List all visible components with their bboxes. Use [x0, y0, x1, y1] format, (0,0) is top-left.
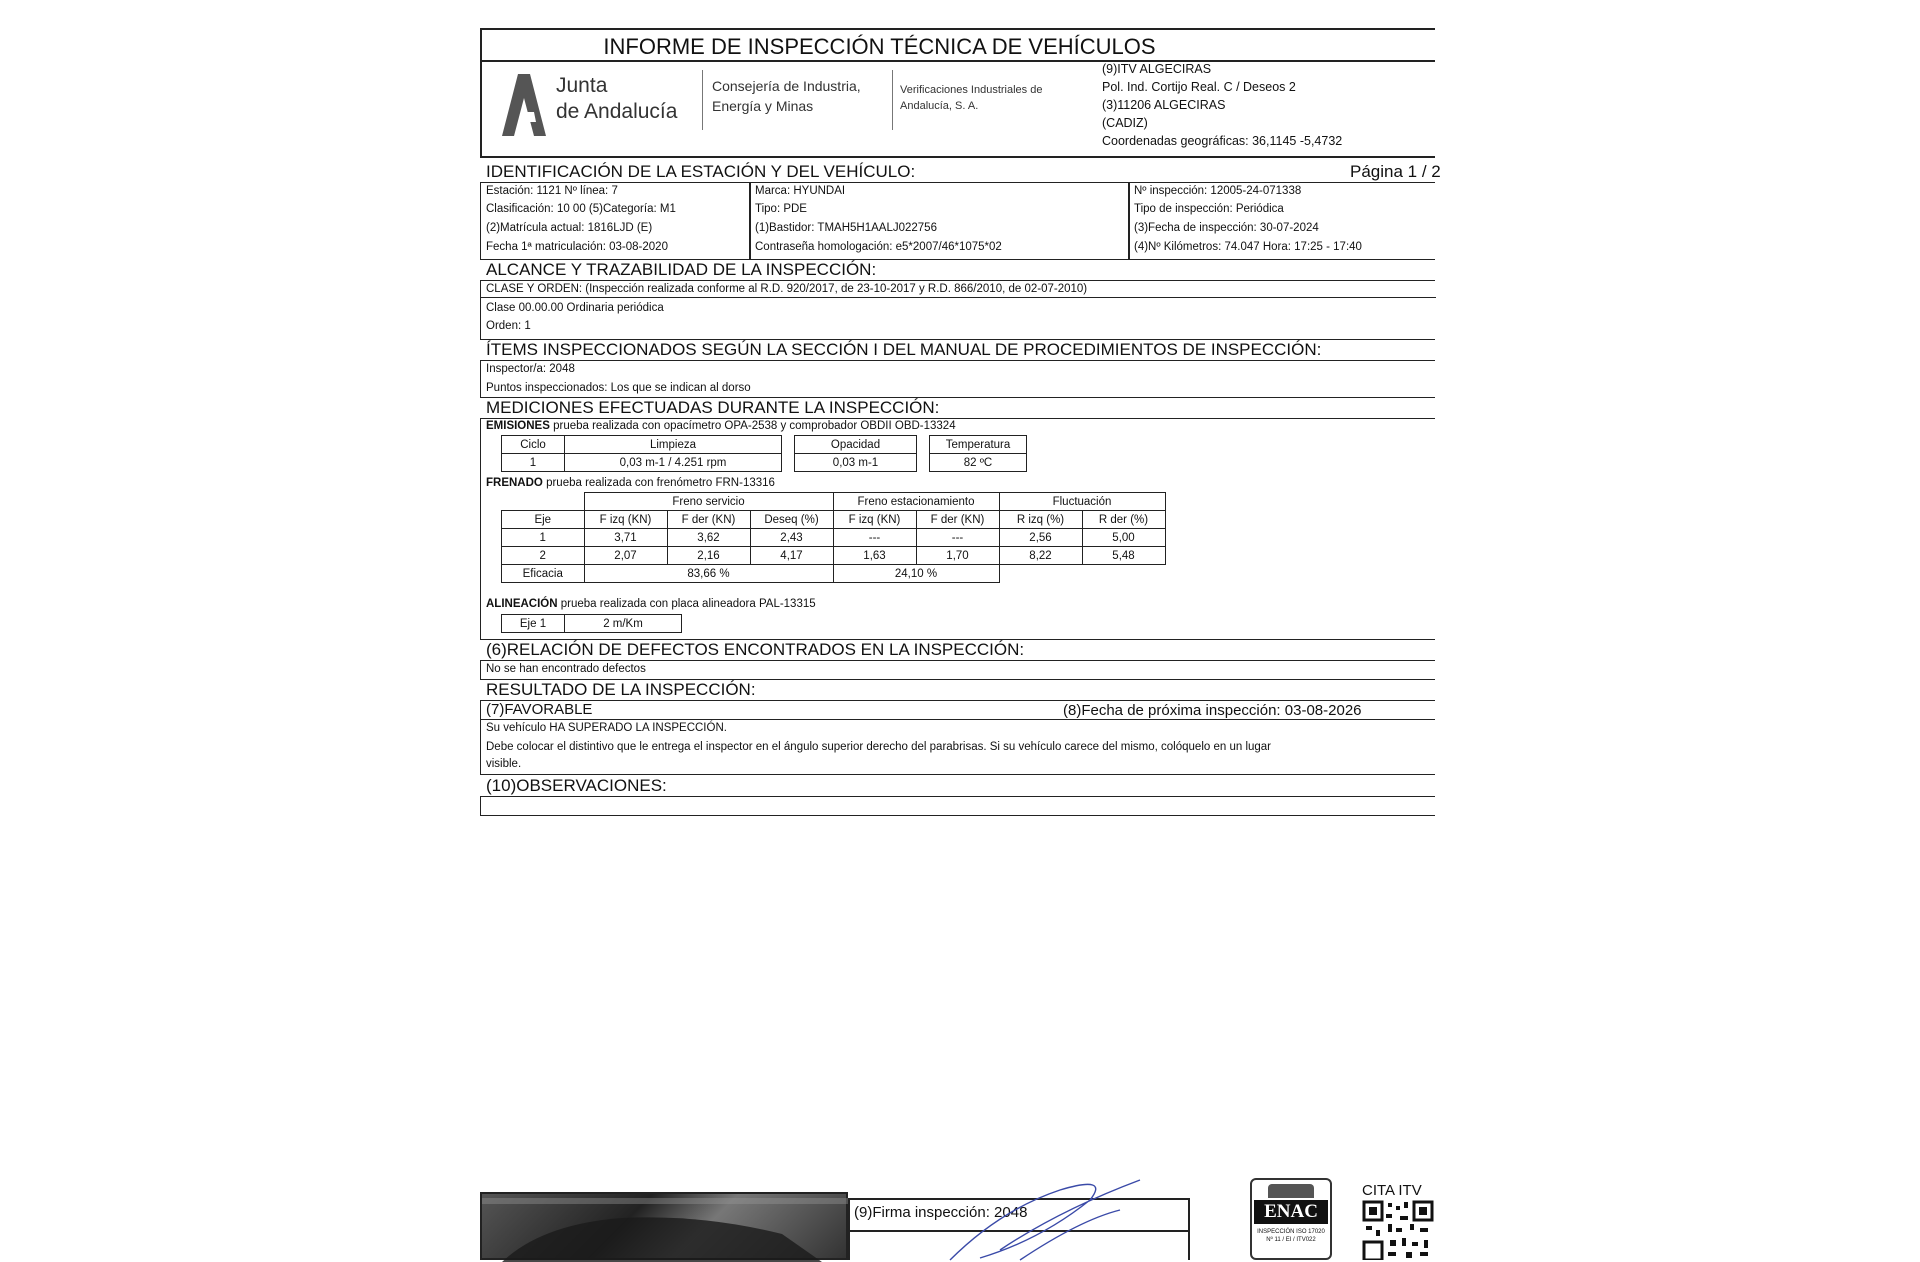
resultado-text-box [480, 719, 1435, 775]
defectos-text: No se han encontrado defectos [486, 663, 646, 675]
identificacion-heading: IDENTIFICACIÓN DE LA ESTACIÓN Y DEL VEHÍCULO: [486, 162, 916, 181]
observaciones-box [480, 796, 1435, 816]
qr-code-icon[interactable] [1362, 1200, 1434, 1260]
id-col3-3: (4)Nº Kilómetros: 74.047 Hora: 17:25 - 17:40 [1134, 241, 1362, 253]
em-value-ciclo: 1 [502, 454, 565, 472]
report-title-box [480, 28, 1435, 62]
resultado-line2: Debe colocar el distintivo que le entrega el inspector en el ángulo superior derecho del parabrisas. Si su vehículo carece del mismo, colóquelo en un lugar [486, 741, 1272, 753]
cita-itv-label: CITA ITV [1362, 1182, 1422, 1199]
items-box [480, 360, 1435, 398]
resultado-line3: visible. [486, 758, 522, 770]
enac-top-icon [1268, 1184, 1314, 1198]
clase-orden-text: CLASE Y ORDEN: (Inspección realizada conforme al R.D. 920/2017, de 23-10-2017 y R.D. 866/2010, de 02-07-2010) [486, 283, 1088, 295]
id-col2-0: Marca: HYUNDAI [755, 185, 846, 197]
fr-r0-c7: 5,00 [1082, 529, 1165, 547]
em-header-limpieza: Limpieza [565, 436, 782, 454]
frenado-line [486, 474, 775, 492]
fr-r1-c2: 2,16 [667, 547, 750, 565]
fr-group-estacionamiento: Freno estacionamiento [833, 493, 999, 511]
fr-col-6: R izq (%) [999, 511, 1082, 529]
fr-r1-c3: 4,17 [750, 547, 833, 565]
emisiones-text: prueba realizada con opacímetro OPA-2538 y comprobador OBDII OBD-13324 [549, 420, 956, 432]
fr-r0-c5: --- [916, 529, 999, 547]
alineacion-table [501, 614, 682, 633]
fr-r0-c2: 3,62 [667, 529, 750, 547]
consejeria-line2: Energía y Minas [712, 98, 814, 114]
id-col3-1: Tipo de inspección: Periódica [1134, 203, 1284, 215]
mediciones-box [480, 418, 1435, 640]
frenado-table [501, 492, 1166, 583]
fr-group-servicio: Freno servicio [584, 493, 833, 511]
emisiones-line [486, 417, 956, 435]
id-col1-0: Estación: 1121 Nº línea: 7 [486, 185, 618, 197]
station-line-0: (9)ITV ALGECIRAS [1102, 62, 1212, 76]
alineacion-label: ALINEACIÓN [486, 598, 558, 610]
alcance-box [480, 280, 1435, 340]
id-col1-1: Clasificación: 10 00 (5)Categoría: M1 [486, 203, 676, 215]
fr-r1-c1: 2,07 [584, 547, 667, 565]
id-col1-3: Fecha 1ª matriculación: 03-08-2020 [486, 241, 668, 253]
fr-col-5: F der (KN) [916, 511, 999, 529]
resultado-heading: RESULTADO DE LA INSPECCIÓN: [486, 680, 756, 699]
junta-logo-icon [500, 72, 548, 138]
em-spacer-3 [782, 454, 795, 472]
em-header-temperatura: Temperatura [930, 436, 1027, 454]
resultado-status-box [480, 700, 1435, 720]
defectos-heading: (6)RELACIÓN DE DEFECTOS ENCONTRADOS EN LA INSPECCIÓN: [486, 640, 1025, 659]
fr-col-7: R der (%) [1082, 511, 1165, 529]
fr-col-2: F der (KN) [667, 511, 750, 529]
junta-line1: Junta [556, 74, 608, 97]
table-row [502, 529, 1166, 547]
fr-r0-c4: --- [833, 529, 916, 547]
enac-badge [1250, 1178, 1332, 1260]
items-heading: ÍTEMS INSPECCIONADOS SEGÚN LA SECCIÓN I DEL MANUAL DE PROCEDIMIENTOS DE INSPECCIÓN: [486, 340, 1322, 359]
fr-r0-c0: 1 [502, 529, 585, 547]
resultado-line1: Su vehículo HA SUPERADO LA INSPECCIÓN. [486, 722, 727, 734]
em-header-ciclo: Ciclo [502, 436, 565, 454]
station-line-2: (3)11206 ALGECIRAS [1102, 98, 1226, 112]
id-col-divider-1 [749, 183, 751, 259]
orden-text: Orden: 1 [486, 320, 531, 332]
defectos-box [480, 660, 1435, 680]
enac-label: ENAC [1254, 1200, 1328, 1224]
header-box [480, 60, 1435, 158]
eficacia-label: Eficacia [502, 565, 585, 583]
verif-line2: Andalucía, S. A. [900, 100, 979, 112]
fr-r0-c1: 3,71 [584, 529, 667, 547]
signature-icon [940, 1170, 1160, 1262]
id-col-divider-2 [1128, 183, 1130, 259]
emisiones-table [501, 435, 1027, 472]
em-value-opacidad: 0,03 m-1 [795, 454, 917, 472]
em-spacer-2 [917, 436, 930, 454]
page-number: Página 1 / 2 [1350, 162, 1441, 181]
fr-r1-c0: 2 [502, 547, 585, 565]
eficacia-estacionamiento: 24,10 % [833, 565, 999, 583]
em-value-limpieza: 0,03 m-1 / 4.251 rpm [565, 454, 782, 472]
id-col2-1: Tipo: PDE [755, 203, 807, 215]
frenado-label: FRENADO [486, 477, 543, 489]
identificacion-box [480, 182, 1435, 260]
consejeria-line1: Consejería de Industria, [712, 78, 861, 94]
alineacion-line [486, 595, 816, 613]
fr-r0-c6: 2,56 [999, 529, 1082, 547]
frenado-text: prueba realizada con frenómetro FRN-13316 [542, 477, 775, 489]
mediciones-heading: MEDICIONES EFECTUADAS DURANTE LA INSPECCIÓN: [486, 398, 940, 417]
emisiones-label: EMISIONES [486, 420, 550, 432]
car-silhouette-icon [482, 1194, 850, 1262]
station-line-1: Pol. Ind. Cortijo Real. C / Deseos 2 [1102, 80, 1296, 94]
alcance-heading: ALCANCE Y TRAZABILIDAD DE LA INSPECCIÓN: [486, 260, 877, 279]
fr-col-4: F izq (KN) [833, 511, 916, 529]
favorable-text: (7)FAVORABLE [486, 701, 593, 718]
fr-group-fluctuacion: Fluctuación [999, 493, 1165, 511]
em-header-opacidad: Opacidad [795, 436, 917, 454]
id-col2-2: (1)Bastidor: TMAH5H1AALJ022756 [755, 222, 937, 234]
em-value-temperatura: 82 ºC [930, 454, 1027, 472]
header-divider-1 [702, 70, 703, 130]
fr-col-0: Eje [502, 511, 585, 529]
alineacion-text: prueba realizada con placa alineadora PAL-13315 [557, 598, 816, 610]
header-divider-2 [892, 70, 893, 130]
id-col2-3: Contraseña homologación: e5*2007/46*1075*02 [755, 241, 1002, 253]
table-row [502, 547, 1166, 565]
enac-sub: INSPECCIÓN ISO 17020 Nº 11 / EI / ITV022 [1257, 1229, 1325, 1243]
em-spacer-1 [782, 436, 795, 454]
observaciones-heading: (10)OBSERVACIONES: [486, 776, 667, 795]
firma-label: (9)Firma inspección: 2048 [854, 1204, 1028, 1221]
junta-line2: de Andalucía [556, 100, 678, 123]
fr-col-1: F izq (KN) [584, 511, 667, 529]
verif-line1: Verificaciones Industriales de [900, 84, 1043, 96]
fr-r1-c5: 1,70 [916, 547, 999, 565]
proxima-inspeccion: (8)Fecha de próxima inspección: 03-08-2026 [1063, 702, 1362, 719]
id-col3-0: Nº inspección: 12005-24-071338 [1134, 185, 1302, 197]
id-col3-2: (3)Fecha de inspección: 30-07-2024 [1134, 222, 1319, 234]
em-spacer-4 [917, 454, 930, 472]
al-valor: 2 m/Km [565, 615, 682, 633]
station-line-4: Coordenadas geográficas: 36,1145 -5,4732 [1102, 134, 1343, 148]
fr-r1-c4: 1,63 [833, 547, 916, 565]
al-eje: Eje 1 [502, 615, 565, 633]
eficacia-servicio: 83,66 % [584, 565, 833, 583]
inspector-text: Inspector/a: 2048 [486, 363, 575, 375]
vehicle-photo [480, 1192, 848, 1260]
clase-text: Clase 00.00.00 Ordinaria periódica [486, 302, 664, 314]
fr-blank-corner [502, 493, 585, 511]
fr-r0-c3: 2,43 [750, 529, 833, 547]
eficacia-blank [999, 565, 1165, 583]
station-line-3: (CADIZ) [1102, 116, 1148, 130]
puntos-text: Puntos inspeccionados: Los que se indican al dorso [486, 382, 751, 394]
fr-r1-c6: 8,22 [999, 547, 1082, 565]
fr-r1-c7: 5,48 [1082, 547, 1165, 565]
firma-box [848, 1198, 1190, 1260]
id-col1-2: (2)Matrícula actual: 1816LJD (E) [486, 222, 653, 234]
fr-col-3: Deseq (%) [750, 511, 833, 529]
report-title: INFORME DE INSPECCIÓN TÉCNICA DE VEHÍCULOS [603, 34, 1156, 59]
